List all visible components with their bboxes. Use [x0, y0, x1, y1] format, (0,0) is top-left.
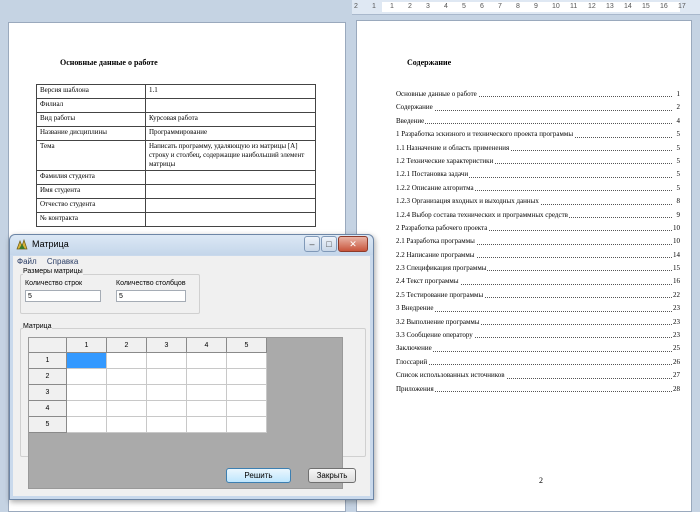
close-button[interactable]: Закрыть: [308, 468, 356, 483]
row-key: Фамилия студента: [37, 171, 146, 185]
toc-page: 16: [672, 275, 680, 288]
toc-entry[interactable]: [396, 302, 680, 315]
toc-title: 1.2 Технические характеристики: [396, 156, 494, 165]
ruler-mark: 15: [642, 3, 650, 10]
menu-file[interactable]: Файл: [17, 257, 37, 266]
grid-cell[interactable]: [187, 401, 227, 417]
grid-cell[interactable]: [107, 369, 147, 385]
toc-entry[interactable]: [396, 142, 680, 155]
toc-title: 1.1 Назначение и область применения: [396, 143, 510, 152]
toc-page: 23: [672, 302, 680, 315]
page-1-heading: Основные данные о работе: [60, 58, 158, 67]
toc-entry[interactable]: [396, 262, 680, 275]
table-row: [37, 185, 316, 199]
ruler-mark: 12: [588, 3, 596, 10]
ruler-mark: 13: [606, 3, 614, 10]
toc-title: 3.3 Сообщение оператору: [396, 331, 473, 340]
minimize-button[interactable]: [304, 236, 320, 252]
ruler-mark: 6: [480, 3, 484, 10]
grid-cell[interactable]: [227, 353, 267, 369]
toc-page: 1: [676, 88, 681, 101]
toc-leader: [396, 391, 672, 392]
ruler-mark: 4: [444, 3, 448, 10]
grid-col-header[interactable]: 2: [107, 338, 147, 353]
table-row: [37, 99, 316, 113]
row-value: Написать программу, удаляющую из матрицы [A] строку и столбец, содержащие наибольший элемент матрицы: [146, 141, 316, 171]
row-key: Версия шаблона: [37, 85, 146, 99]
toc-entry[interactable]: [396, 369, 680, 382]
matrix-group-label: Матрица: [23, 323, 52, 330]
maximize-icon: □: [326, 239, 332, 249]
toc-entry[interactable]: [396, 356, 680, 369]
toc-title: 2.2 Написание программы: [396, 250, 475, 259]
table-row: [37, 141, 316, 171]
grid-cell[interactable]: [107, 401, 147, 417]
close-icon: ✕: [349, 239, 357, 249]
toc-title: 1.2.4 Выбор состава технических и программных средств: [396, 210, 568, 219]
toc-page: 8: [676, 195, 681, 208]
toc-page: 28: [672, 383, 680, 396]
grid-col-header[interactable]: 3: [147, 338, 187, 353]
row-value: [146, 185, 316, 199]
cols-label: Количество столбцов: [116, 280, 186, 287]
ruler-mark: 16: [660, 3, 668, 10]
toc-title: 1 Разработка эскизного и технического проекта программы: [396, 130, 574, 139]
grid-cell[interactable]: [187, 369, 227, 385]
row-key: № контракта: [37, 213, 146, 227]
toc-heading: Содержание: [407, 58, 452, 67]
toc-page: 5: [676, 168, 681, 181]
grid-cell[interactable]: [67, 369, 107, 385]
toc-title: 3 Внедрение: [396, 304, 434, 313]
toc-entry[interactable]: [396, 168, 680, 181]
toc-title: 2.5 Тестирование программы: [396, 290, 484, 299]
toc-leader: [396, 123, 672, 124]
row-value: [146, 199, 316, 213]
grid-cell[interactable]: [67, 353, 107, 369]
ruler-mark: 9: [534, 3, 538, 10]
toc-entry[interactable]: [396, 289, 680, 302]
ruler-mark: 2: [408, 3, 412, 10]
row-value: 1.1: [146, 85, 316, 99]
toc-leader: [396, 364, 672, 365]
table-row: [37, 213, 316, 227]
toc-entry[interactable]: [396, 249, 680, 262]
toc-title: 1.2.3 Организация входных и выходных данных: [396, 197, 539, 206]
grid-cell[interactable]: [227, 369, 267, 385]
menu-help[interactable]: Справка: [46, 257, 79, 266]
grid-row-header[interactable]: 2: [29, 369, 67, 385]
ruler-mark: 8: [516, 3, 520, 10]
grid-cell[interactable]: [147, 353, 187, 369]
title-bar[interactable]: [10, 235, 373, 255]
cols-input[interactable]: [116, 290, 186, 302]
toc-entry[interactable]: [396, 383, 680, 396]
toc-title: 2.1 Разработка программы: [396, 237, 475, 246]
toc-title: 2.3 Спецификация программы: [396, 264, 487, 273]
matrix-grid[interactable]: [28, 337, 343, 489]
toc-entry[interactable]: [396, 316, 680, 329]
grid-row-header[interactable]: 3: [29, 385, 67, 401]
grid-cell[interactable]: [147, 401, 187, 417]
solve-button[interactable]: Решить: [226, 468, 291, 483]
toc-page: 5: [676, 142, 681, 155]
grid-cell[interactable]: [107, 353, 147, 369]
toc-page: 5: [676, 155, 681, 168]
row-key: Тема: [37, 141, 146, 171]
toc-leader: [396, 311, 672, 312]
toc-title: 2.4 Текст программы: [396, 277, 459, 286]
toc-title: Приложения: [396, 384, 434, 393]
toc-title: 1.2.1 Постановка задачи: [396, 170, 469, 179]
table-row: [37, 85, 316, 99]
ruler-mark: 10: [552, 3, 560, 10]
toc-entry[interactable]: [396, 329, 680, 342]
ruler-mark: 1: [390, 3, 394, 10]
grid-corner: [29, 338, 67, 353]
toc-title: Введение: [396, 116, 425, 125]
toc-title: Список использованных источников: [396, 371, 505, 380]
row-value: [146, 171, 316, 185]
row-key: Филиал: [37, 99, 146, 113]
toc-title: Глоссарий: [396, 357, 428, 366]
table-row: [37, 113, 316, 127]
toc-entry[interactable]: [396, 235, 680, 248]
ruler-mark: 14: [624, 3, 632, 10]
toc-title: Основные данные о работе: [396, 90, 477, 98]
toc-page: 9: [676, 209, 681, 222]
grid-col-header[interactable]: 4: [187, 338, 227, 353]
toc-entry[interactable]: [396, 182, 680, 195]
toc-page: 10: [672, 235, 680, 248]
ruler-mark: 3: [426, 3, 430, 10]
row-value: [146, 99, 316, 113]
grid-cell[interactable]: [67, 401, 107, 417]
grid-cell[interactable]: [147, 369, 187, 385]
row-key: Вид работы: [37, 113, 146, 127]
horizontal-ruler[interactable]: [352, 0, 700, 15]
toc-page: 22: [672, 289, 680, 302]
toc-entry[interactable]: [396, 155, 680, 168]
toc-entry[interactable]: [396, 222, 680, 235]
rows-input[interactable]: [25, 290, 101, 302]
table-of-contents: [396, 88, 680, 396]
table-row: [37, 199, 316, 213]
grid-cell[interactable]: [227, 401, 267, 417]
grid-cell[interactable]: [227, 417, 267, 433]
grid-col-header[interactable]: 1: [67, 338, 107, 353]
row-key: Название дисциплины: [37, 127, 146, 141]
grid-cell[interactable]: [107, 417, 147, 433]
row-key: Отчество студента: [37, 199, 146, 213]
toc-page: 27: [672, 369, 680, 382]
row-value: Курсовая работа: [146, 113, 316, 127]
toc-page: 2: [676, 101, 681, 114]
row-key: Имя студента: [37, 185, 146, 199]
toc-entry[interactable]: [396, 275, 680, 288]
ruler-mark: 11: [570, 3, 578, 10]
ruler-mark: 17: [678, 3, 686, 10]
toc-entry[interactable]: [396, 115, 680, 128]
toc-entry[interactable]: [396, 342, 680, 355]
toc-entry[interactable]: [396, 101, 680, 114]
toc-page: 14: [672, 249, 680, 262]
ruler-mark: 7: [498, 3, 502, 10]
toc-page: 4: [676, 115, 681, 128]
grid-col-header[interactable]: 5: [227, 338, 267, 353]
grid-row-header[interactable]: 4: [29, 401, 67, 417]
grid-row-header[interactable]: 1: [29, 353, 67, 369]
grid-cell[interactable]: [107, 385, 147, 401]
ruler-mark: 2: [354, 3, 358, 10]
toc-leader: [396, 351, 672, 352]
grid-cell[interactable]: [147, 385, 187, 401]
toc-title: Заключение: [396, 344, 432, 353]
grid-cell[interactable]: [187, 353, 227, 369]
grid-cell[interactable]: [227, 385, 267, 401]
rows-label: Количество строк: [25, 280, 83, 287]
toc-entry[interactable]: [396, 128, 680, 141]
matrix-window: [9, 234, 374, 500]
toc-page: 10: [672, 222, 680, 235]
grid-cell[interactable]: [67, 385, 107, 401]
table-row: [37, 171, 316, 185]
grid-row-header[interactable]: 5: [29, 417, 67, 433]
toc-page: 15: [672, 262, 680, 275]
ruler-mark: 1: [372, 3, 376, 10]
toc-title: 1.2.2 Описание алгоритма: [396, 183, 474, 192]
window-title: Матрица: [32, 239, 69, 249]
ruler-ticks: [352, 3, 700, 11]
row-value: Программирование: [146, 127, 316, 141]
table-row: [37, 127, 316, 141]
toc-page: 5: [676, 128, 681, 141]
toc-page: 26: [672, 356, 680, 369]
row-value: [146, 213, 316, 227]
grid-cell[interactable]: [147, 417, 187, 433]
grid-cell[interactable]: [187, 385, 227, 401]
work-info-table: [36, 84, 316, 227]
ruler-mark: 5: [462, 3, 466, 10]
toc-title: Содержание: [396, 103, 433, 112]
toc-title: 3.2 Выполнение программы: [396, 317, 480, 326]
toc-page: 23: [672, 316, 680, 329]
toc-leader: [396, 110, 672, 111]
menu-bar: [13, 256, 370, 268]
grid-cell[interactable]: [67, 417, 107, 433]
matrix-size-group-label: Размеры матрицы: [23, 268, 83, 275]
close-window-button[interactable]: [338, 236, 368, 252]
grid-cell[interactable]: [187, 417, 227, 433]
toc-entry[interactable]: [396, 88, 680, 101]
toc-page: 23: [672, 329, 680, 342]
maximize-button[interactable]: [321, 236, 337, 252]
toc-entry[interactable]: [396, 209, 680, 222]
toc-page: 25: [672, 342, 680, 355]
page-number: 2: [539, 476, 543, 485]
toc-page: 5: [676, 182, 681, 195]
app-icon: [16, 239, 28, 251]
minimize-icon: –: [309, 239, 315, 249]
toc-entry[interactable]: [396, 195, 680, 208]
toc-title: 2 Разработка рабочего проекта: [396, 223, 488, 232]
